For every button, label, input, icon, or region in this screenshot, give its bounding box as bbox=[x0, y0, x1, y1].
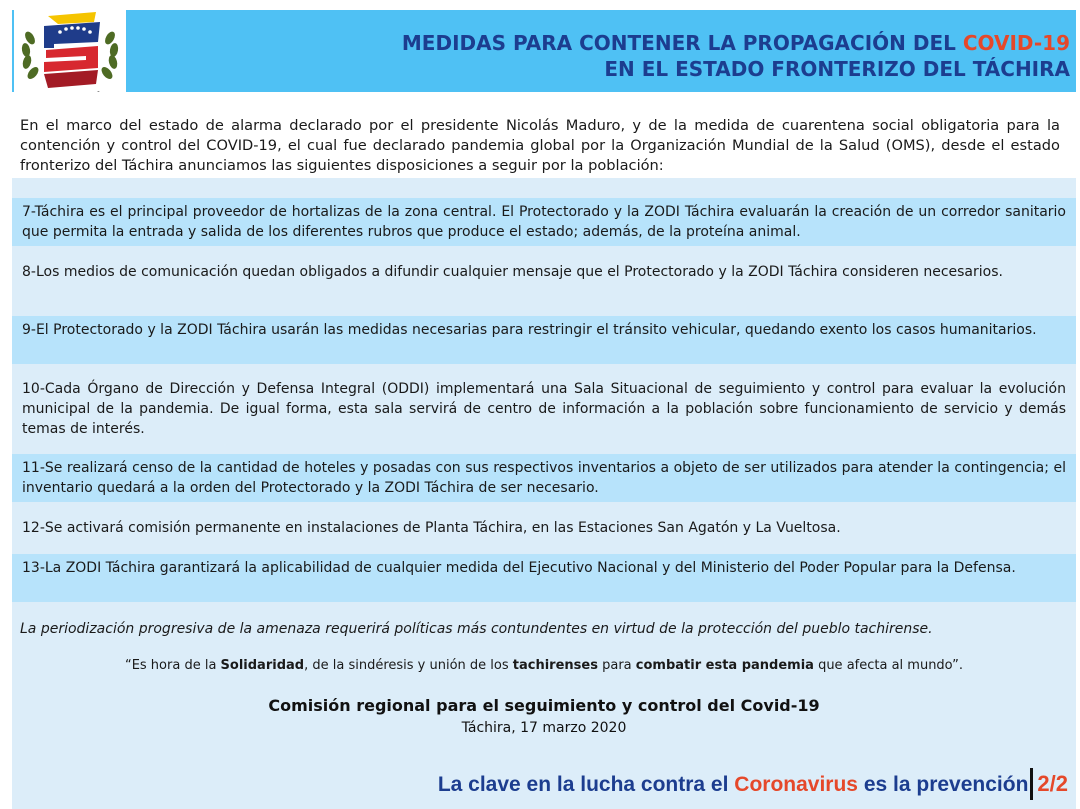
quote-bold-3: combatir esta pandemia bbox=[635, 658, 814, 673]
title-line-2: EN EL ESTADO FRONTERIZO DEL TÁCHIRA bbox=[604, 57, 1070, 81]
title-covid-highlight: COVID-19 bbox=[962, 31, 1070, 55]
left-margin bbox=[0, 0, 12, 809]
solidarity-quote bbox=[12, 657, 1076, 675]
place-date: Táchira, 17 marzo 2020 bbox=[461, 720, 627, 736]
title-line-1 bbox=[310, 30, 1070, 56]
protectorado-logo bbox=[14, 10, 126, 104]
page-number: 2/2 bbox=[1030, 768, 1076, 800]
page-title bbox=[310, 30, 1070, 82]
footer-coronavirus: Coronavirus bbox=[734, 773, 858, 796]
laurel-s-emblem-icon bbox=[14, 10, 126, 92]
footer-slogan bbox=[12, 768, 1076, 802]
footer-text-1: La clave en la lucha contra el bbox=[437, 773, 735, 796]
intro-paragraph: En el marco del estado de alarma declarado por el presidente Nicolás Maduro, y de la medida de cuarentena social obligatoria para la contención y control del COVID-19, el cual fue declarado pandemia global por la Organización Mundial de la Salud (OMS), desde el estado fronterizo del Táchira anunciamos las siguientes disposiciones a seguir por la población: bbox=[20, 117, 1060, 174]
quote-part-1: “Es hora de la bbox=[124, 658, 221, 673]
footer-text-2: es la prevención bbox=[857, 773, 1029, 796]
measure-item-9: 9-El Protectorado y la ZODI Táchira usarán las medidas necesarias para restringir el tránsito vehicular, quedando exento los casos humanitarios. bbox=[12, 316, 1076, 364]
quote-part-2: , de la sindéresis y unión de los bbox=[304, 658, 513, 673]
measure-item-13: 13-La ZODI Táchira garantizará la aplicabilidad de cualquier medida del Ejecutivo Nacional y del Ministerio del Poder Popular para la Defensa. bbox=[12, 554, 1076, 602]
quote-part-3: para bbox=[597, 658, 636, 673]
quote-bold-1: Solidaridad bbox=[220, 658, 305, 673]
quote-bold-2: tachirenses bbox=[512, 658, 598, 673]
measure-item-7: 7-Táchira es el principal proveedor de hortalizas de la zona central. El Protectorado y la ZODI Táchira evaluarán la creación de un corredor sanitario que permita la entrada y salida de los diferentes rubros que produce el estado; además, de la proteína animal. bbox=[12, 198, 1076, 246]
measure-item-10: 10-Cada Órgano de Dirección y Defensa Integral (ODDI) implementará una Sala Situacional de seguimiento y control para evaluar la evolución municipal de la pandemia. De igual forma, esta sala servirá de centro de información a la población sobre funcionamiento de servicio y demás temas de interés. bbox=[22, 381, 1066, 437]
closing-statement: La periodización progresiva de la amenaza requerirá políticas más contundentes en virtud de la protección del pueblo tachirense. bbox=[20, 621, 933, 637]
measure-item-11: 11-Se realizará censo de la cantidad de hoteles y posadas con sus respectivos inventarios a objeto de ser utilizados para atender la contingencia; el inventario quedará a la orden del Protectorado y la ZODI Táchira de ser necesario. bbox=[12, 454, 1076, 502]
quote-part-4: que afecta al mundo”. bbox=[813, 658, 964, 673]
measure-item-12: 12-Se activará comisión permanente en instalaciones de Planta Táchira, en las Estaciones San Agatón y La Vueltosa. bbox=[22, 520, 841, 536]
title-line-1-text: MEDIDAS PARA CONTENER LA PROPAGACIÓN DEL bbox=[401, 31, 963, 55]
right-margin bbox=[1076, 0, 1080, 809]
commission-signature: Comisión regional para el seguimiento y control del Covid-19 bbox=[268, 696, 820, 715]
top-margin bbox=[0, 0, 1080, 10]
measure-item-8: 8-Los medios de comunicación quedan obligados a difundir cualquier mensaje que el Protectorado y la ZODI Táchira consideren necesarios. bbox=[22, 264, 1003, 280]
